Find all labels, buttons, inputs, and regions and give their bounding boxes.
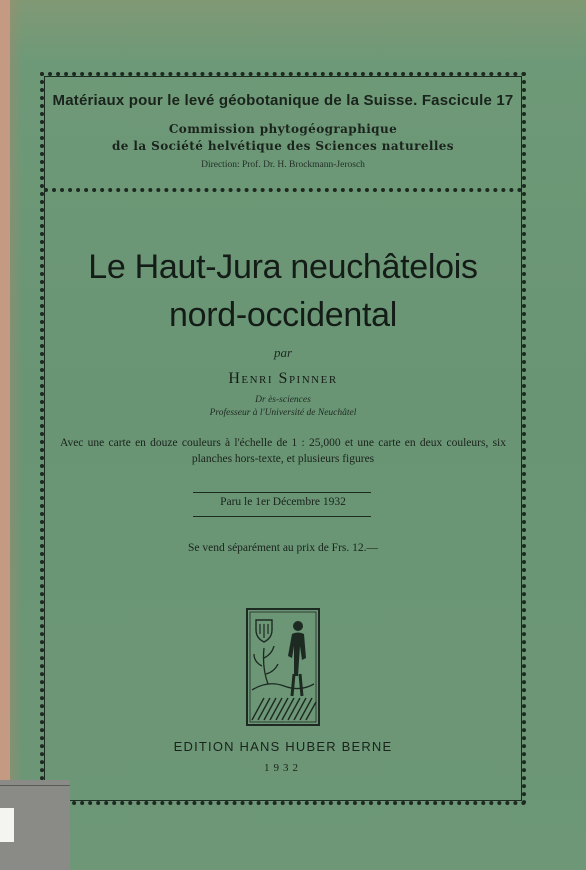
parution-date: Paru le 1er Décembre 1932: [220, 496, 346, 508]
parution-rule-top: [193, 492, 371, 493]
book-title-line-2: nord-occidental: [169, 296, 397, 334]
publisher-name: EDITION HANS HUBER BERNE: [173, 739, 393, 754]
by-label: par: [273, 345, 293, 360]
author-degree: Dr ès-sciences: [255, 395, 311, 405]
publication-year: 1932: [264, 762, 302, 774]
commission-line-1: Commission phytogéographique: [168, 122, 398, 136]
contents-description: Avec une carte en douze couleurs à l'échelle de 1 : 25,000 et une carte en deux couleurs, six planches hors-texte, et plusieurs figures: [60, 437, 506, 465]
parution-rule-bottom: [193, 516, 371, 517]
header-separator: [44, 188, 522, 192]
price-note: Se vend séparément au prix de Frs. 12.—: [187, 542, 379, 554]
publisher-emblem-icon: [246, 608, 320, 726]
author-position: Professeur à l'Université de Neuchâtel: [209, 408, 357, 418]
series-title: Matériaux pour le levé géobotanique de la Suisse. Fascicule 17: [52, 92, 514, 109]
cover-top-fade: [10, 0, 586, 60]
cover-wear: [10, 0, 22, 870]
author-name: Henri Spinner: [228, 370, 338, 387]
library-label-edge: [0, 785, 70, 786]
book-title-line-1: Le Haut-Jura neuchâtelois: [88, 248, 478, 286]
direction-line: Direction: Prof. Dr. H. Brockmann-Jerosch: [201, 160, 365, 170]
library-label-strip: [0, 808, 14, 842]
commission-line-2: de la Société helvétique des Sciences naturelles: [112, 139, 454, 153]
